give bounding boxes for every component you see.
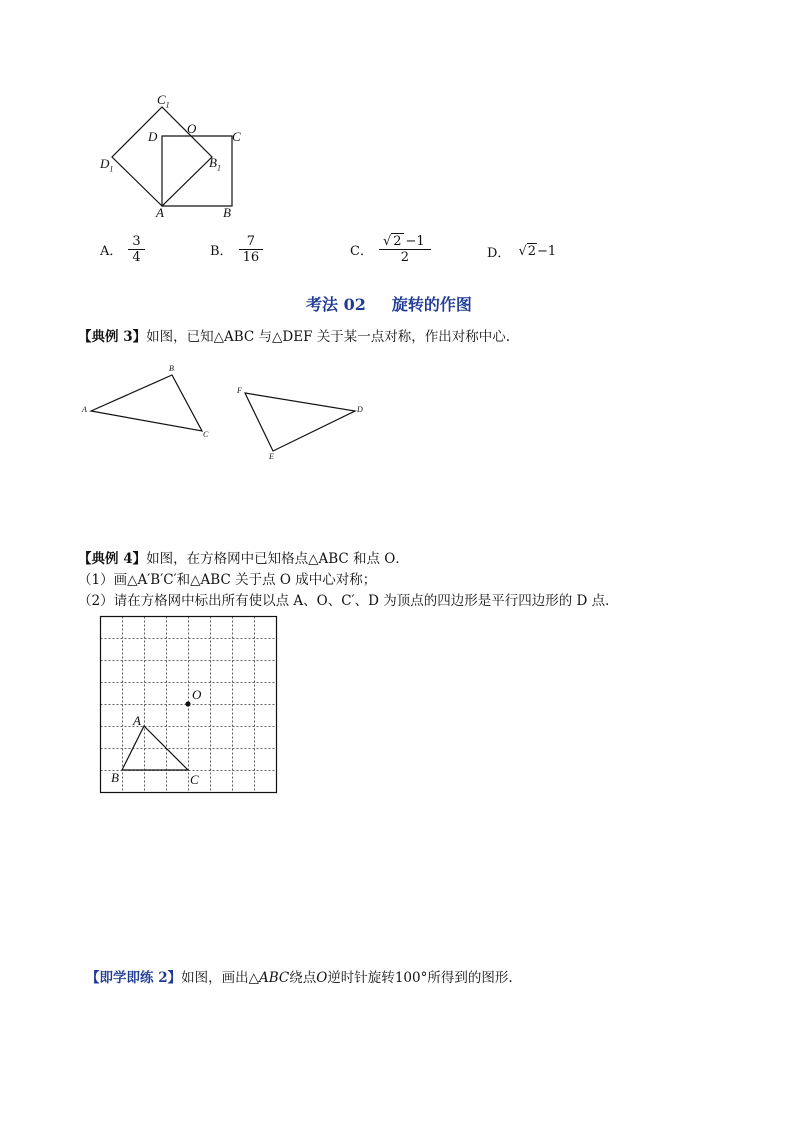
grid-figure [98, 614, 280, 796]
label-o: O [187, 121, 197, 136]
option-a[interactable]: A． $\frac{3}{4}$ [100, 234, 143, 265]
example3-prompt: 【典例 3】如图，已知△ABC 与△DEF 关于某一点对称，作出对称中心. [78, 329, 511, 345]
example4-q2: （2）请在方格网中标出所有使以点 A、O、C′、D 为顶点的四边形是平行四边形的 D 点． [78, 593, 619, 609]
option-c[interactable]: C． $\frac{√ 2 -1}{2}$ [350, 234, 429, 265]
ex3-label-c: C [203, 430, 209, 439]
option-d[interactable]: D． √2−1 [487, 244, 557, 261]
example4-q1: （1）画△A′B′C′和△ABC 关于点 O 成中心对称； [78, 572, 377, 588]
triangle-abc [91, 375, 202, 431]
label-c1: $C_1$ [157, 92, 170, 110]
label-b: B [223, 205, 231, 220]
ex3-label-f: F [237, 386, 242, 395]
grid-label-b: B [111, 770, 119, 785]
label-b1: $B_1$ [209, 155, 221, 173]
triangles-abc-def [80, 362, 370, 462]
label-d: D [148, 129, 158, 144]
ex3-label-b: B [169, 364, 174, 373]
practice2-prompt: 【即学即练 2】如图，画出△ABC绕点O逆时针旋转100°所得到的图形. [86, 970, 513, 986]
label-a: A [156, 205, 164, 220]
ex3-label-e: E [269, 452, 274, 461]
triangle-abc-grid [122, 726, 188, 770]
section-heading [306, 292, 472, 315]
triangle-def [245, 393, 355, 451]
grid-label-a: A [133, 713, 141, 728]
grid-label-o: O [192, 687, 202, 702]
ex3-label-d: D [357, 405, 363, 414]
point-o [185, 701, 190, 706]
ex3-label-a: A [82, 405, 87, 414]
label-c: C [232, 129, 241, 144]
square-rotation-figure [90, 88, 260, 228]
section-title: 旋转的作图 [391, 295, 472, 314]
option-b[interactable]: B． $\frac{7}{16}$ [210, 234, 261, 265]
section-code: 考法 02 [306, 295, 366, 314]
grid-label-c: C [190, 772, 199, 787]
label-d1: $D_1$ [100, 156, 114, 174]
example4-prompt: 【典例 4】如图，在方格网中已知格点△ABC 和点 O． [78, 551, 409, 567]
